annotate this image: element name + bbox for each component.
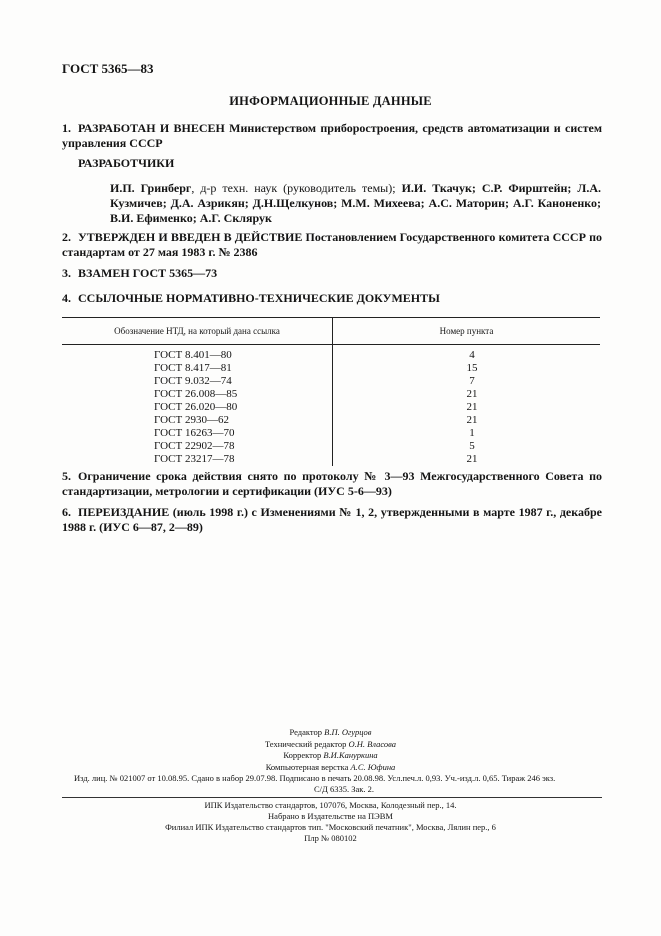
item-6: [62, 505, 602, 535]
ntd-doc-list: [154, 349, 258, 466]
ntd-doc-cell: ГОСТ 8.401—80: [154, 349, 232, 361]
credit-tech-editor-label: Технический редактор: [264, 738, 347, 749]
credit-layout-name: А.С. Юфина: [350, 761, 396, 772]
print-info-line-2: С/Д 6335. Зак. 2.: [314, 784, 374, 794]
credit-editor: [0, 727, 661, 739]
ntd-point-cell: 15: [466, 362, 478, 374]
credit-corrector: [0, 750, 661, 762]
ntd-point-list: [457, 349, 487, 466]
ntd-point-cell: 21: [466, 453, 478, 465]
ntd-doc-cell: ГОСТ 22902—78: [154, 440, 235, 452]
ntd-doc-cell: ГОСТ 16263—70: [154, 427, 235, 439]
credit-corrector-name: В.И.Кануркина: [323, 750, 378, 760]
ntd-doc-cell: ГОСТ 26.020—80: [154, 401, 238, 413]
item-3: [62, 266, 602, 281]
ntd-doc-cell: ГОСТ 2930—62: [154, 414, 229, 426]
item-4-text: ССЫЛОЧНЫЕ НОРМАТИВНО-ТЕХНИЧЕСКИЕ ДОКУМЕНТЫ: [78, 291, 440, 305]
item-2-number: 2.: [62, 230, 71, 244]
item-4-number: 4.: [62, 291, 71, 305]
item-1-text: РАЗРАБОТАН И ВНЕСЕН Министерством приборостроения, средств автоматизации и систем управления СССР: [62, 121, 602, 150]
section-title: ИНФОРМАЦИОННЫЕ ДАННЫЕ: [229, 94, 432, 108]
item-6-number: 6.: [62, 505, 71, 519]
item-4: [62, 291, 602, 306]
developer-lead-name: И.П. Гринберг: [110, 181, 192, 195]
publisher-line-1: ИПК Издательство стандартов, 107076, Москва, Колодезный пер., 14.: [204, 800, 457, 810]
publisher-line-2: Набрано в Издательстве на ПЭВМ: [268, 811, 393, 821]
item-1-number: 1.: [62, 121, 71, 135]
credit-corrector-label: Корректор: [283, 750, 322, 760]
credit-layout: [0, 762, 661, 774]
ntd-point-cell: 4: [469, 349, 475, 361]
ntd-point-cell: 21: [466, 414, 478, 426]
ntd-point-cell: 21: [466, 388, 478, 400]
item-6-text: ПЕРЕИЗДАНИЕ (июль 1998 г.) с Изменениями № 1, 2, утвержденными в марте 1987 г., декабре 1988 г. (ИУС 6—87, 2—89): [62, 505, 602, 534]
publisher-block: [0, 800, 661, 844]
developers-heading: РАЗРАБОТЧИКИ: [78, 156, 175, 170]
print-info: [74, 773, 614, 795]
developer-lead-note: , д-р техн. наук (руководитель темы);: [191, 181, 402, 195]
ntd-col-point-header: Номер пункта: [333, 318, 601, 345]
credits-block: [0, 727, 661, 773]
item-1: [62, 121, 602, 151]
item-3-number: 3.: [62, 266, 71, 280]
footer-divider: [62, 797, 602, 798]
ntd-point-cell: 7: [469, 375, 475, 387]
item-5-text: Ограничение срока действия снято по протоколу № 3—93 Межгосударственного Совета по стандартизации, метрологии и сертификации (ИУС 5-6—93): [62, 469, 602, 498]
ntd-doc-cell: ГОСТ 23217—78: [154, 453, 235, 465]
ntd-doc-cell: ГОСТ 26.008—85: [154, 388, 238, 400]
ntd-col-doc-header: Обозначение НТД, на который дана ссылка: [62, 318, 333, 345]
credit-editor-label: Редактор: [289, 727, 322, 737]
item-2: [62, 230, 602, 260]
ntd-point-cell: 21: [466, 401, 478, 413]
publisher-line-3: Филиал ИПК Издательство стандартов тип. "Московский печатник", Москва, Лялин пер., 6: [165, 822, 496, 832]
publisher-line-4: Плр № 080102: [304, 833, 357, 843]
item-5: [62, 469, 602, 499]
item-5-number: 5.: [62, 469, 71, 483]
ntd-doc-cell: ГОСТ 9.032—74: [154, 375, 232, 387]
document-header: ГОСТ 5365—83: [62, 61, 154, 76]
ntd-point-cell: 1: [469, 427, 475, 439]
item-3-text: ВЗАМЕН ГОСТ 5365—73: [78, 266, 218, 280]
credit-tech-editor: [0, 739, 661, 751]
developers-list: [110, 181, 601, 226]
ntd-table: [62, 317, 600, 466]
item-2-text: УТВЕРЖДЕН И ВВЕДЕН В ДЕЙСТВИЕ Постановлением Государственного комитета СССР по стандартам от 27 мая 1983 г. № 2386: [62, 230, 602, 259]
credit-editor-name: В.П. Огурцов: [324, 727, 372, 737]
credit-tech-editor-name: О.Н. Власова: [348, 738, 397, 749]
print-info-line-1: Изд. лиц. № 021007 от 10.08.95. Сдано в набор 29.07.98. Подписано в печать 20.08.98. Усл.печ.л. 0,93. Уч.-изд.л. 0,65. Тираж 246 экз.: [74, 773, 556, 783]
ntd-point-cell: 5: [469, 440, 475, 452]
credit-layout-label: Компьютерная верстка: [265, 761, 349, 772]
ntd-doc-cell: ГОСТ 8.417—81: [154, 362, 232, 374]
developer-names: И.И. Ткачук; С.Р. Фирштейн; Л.А. Кузмичев; Д.А. Азрикян; Д.Н.Щелкунов; М.М. Михеева; А.С. Маторин; А.Г. Каноненко; В.И. Ефименко; А.Г. Склярук: [110, 181, 601, 225]
